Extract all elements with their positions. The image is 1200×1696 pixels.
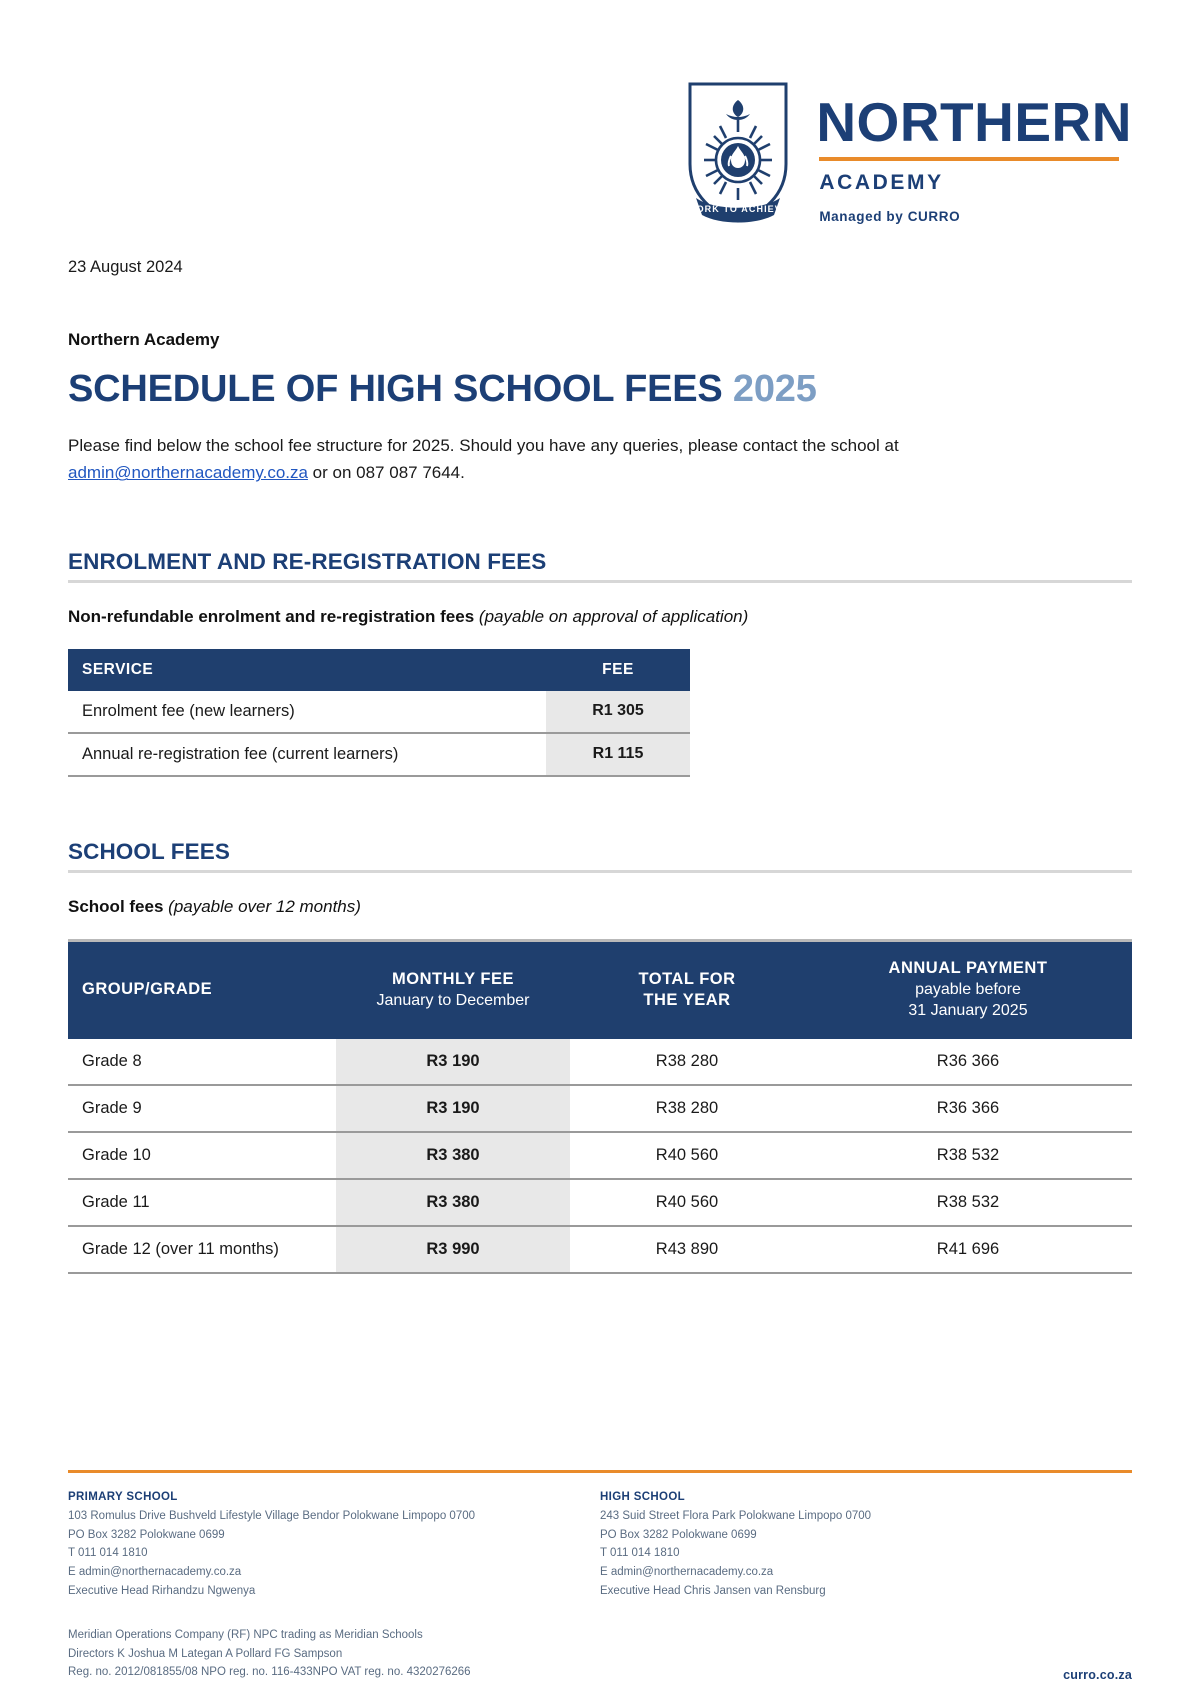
service-name: Enrolment fee (new learners) <box>68 691 546 733</box>
curro-website-link[interactable]: curro.co.za <box>1063 1668 1132 1682</box>
service-name: Annual re-registration fee (current learners) <box>68 733 546 776</box>
enrolment-section <box>68 549 1132 777</box>
table-row <box>68 1226 1132 1273</box>
brand-divider <box>819 157 1119 161</box>
enrolment-sub-italic: (payable on approval of application) <box>478 606 749 626</box>
document-content <box>68 330 1132 1274</box>
intro-text-after: or on 087 087 7644. <box>307 463 465 483</box>
annual-payment-value: R38 532 <box>804 1132 1132 1179</box>
table-header-row <box>68 649 690 691</box>
enrolment-sub-bold: Non-refundable enrolment and re-registration fees <box>68 606 475 626</box>
footer-high-phone: T 011 014 1810 <box>600 1547 680 1560</box>
monthly-fee-value: R3 380 <box>336 1179 570 1226</box>
footer-high-school <box>600 1491 1132 1600</box>
school-fees-sub-label <box>68 897 1132 917</box>
intro-paragraph <box>68 432 1068 487</box>
footer-bottom-row <box>68 1626 1132 1682</box>
brand-managed-by: Managed by CURRO <box>819 209 961 225</box>
footer-primary-head: Executive Head Rirhandzu Ngwenya <box>68 1584 256 1597</box>
school-crest-icon <box>682 78 794 226</box>
footer-primary-address: 103 Romulus Drive Bushveld Lifestyle Village Bendor Polokwane Limpopo 0700 <box>68 1510 476 1522</box>
total-year-value: R40 560 <box>570 1132 804 1179</box>
page-title-year: 2025 <box>732 368 817 410</box>
footer-legal-lines <box>68 1626 471 1682</box>
total-year-value: R43 890 <box>570 1226 804 1273</box>
footer-directors: Directors K Joshua M Lategan A Pollard FG Sampson <box>68 1647 343 1660</box>
grade-label: Grade 8 <box>68 1039 336 1085</box>
table-row <box>68 1179 1132 1226</box>
header-line: January to December <box>376 991 530 1009</box>
service-fee: R1 305 <box>546 691 690 733</box>
header-line: payable before <box>915 981 1021 999</box>
annual-payment-value: R41 696 <box>804 1226 1132 1273</box>
column-header-monthly-fee <box>336 940 570 1039</box>
school-fees-sub-italic: (payable over 12 months) <box>168 896 361 916</box>
footer-divider <box>68 1470 1132 1473</box>
column-header-annual-payment <box>804 940 1132 1039</box>
header-line: GROUP/GRADE <box>82 980 213 999</box>
table-row <box>68 1085 1132 1132</box>
header-line: TOTAL FOR <box>638 969 736 988</box>
footer-high-title: HIGH SCHOOL <box>600 1491 685 1503</box>
table-row <box>68 1039 1132 1085</box>
school-fees-table <box>68 939 1132 1274</box>
grade-label: Grade 12 (over 11 months) <box>68 1226 336 1273</box>
footer-company: Meridian Operations Company (RF) NPC trading as Meridian Schools <box>68 1629 423 1642</box>
table-row <box>68 1132 1132 1179</box>
grade-label: Grade 10 <box>68 1132 336 1179</box>
table-row <box>68 691 690 733</box>
grade-label: Grade 11 <box>68 1179 336 1226</box>
footer-primary-phone: T 011 014 1810 <box>68 1547 148 1560</box>
footer-primary-email: E admin@northernacademy.co.za <box>68 1565 242 1578</box>
footer-legal <box>68 1626 1132 1682</box>
monthly-fee-value: R3 190 <box>336 1085 570 1132</box>
footer-columns <box>68 1491 1132 1600</box>
letter-date: 23 August 2024 <box>68 258 183 276</box>
header-line: THE YEAR <box>643 990 731 1009</box>
school-fees-section-divider <box>68 870 1132 873</box>
total-year-value: R38 280 <box>570 1039 804 1085</box>
footer-primary-school <box>68 1491 600 1600</box>
school-fees-section-heading: SCHOOL FEES <box>68 838 230 864</box>
brand-block <box>816 78 1132 224</box>
grade-label: Grade 9 <box>68 1085 336 1132</box>
monthly-fee-value: R3 990 <box>336 1226 570 1273</box>
header-line: MONTHLY FEE <box>392 969 514 988</box>
total-year-value: R40 560 <box>570 1179 804 1226</box>
footer-primary-title: PRIMARY SCHOOL <box>68 1491 178 1503</box>
enrolment-fees-table <box>68 649 690 777</box>
table-header-row <box>68 940 1132 1039</box>
footer-high-email: E admin@northernacademy.co.za <box>600 1565 774 1578</box>
monthly-fee-value: R3 190 <box>336 1039 570 1085</box>
footer-high-pobox: PO Box 3282 Polokwane 0699 <box>600 1528 757 1541</box>
monthly-fee-value: R3 380 <box>336 1132 570 1179</box>
column-header-fee: FEE <box>546 649 690 691</box>
enrolment-sub-label <box>68 607 1132 627</box>
header-line: 31 January 2025 <box>908 1002 1028 1020</box>
annual-payment-value: R38 532 <box>804 1179 1132 1226</box>
intro-text-before: Please find below the school fee structure for 2025. Should you have any queries, please contact the school at <box>68 435 899 455</box>
school-fees-section <box>68 839 1132 1274</box>
column-header-group-grade <box>68 940 336 1039</box>
school-fees-sub-bold: School fees <box>68 896 164 916</box>
column-header-service: SERVICE <box>68 649 546 691</box>
crest-motto: WORK TO ACHIEVE <box>687 204 790 214</box>
brand-name: NORTHERN <box>816 91 1132 153</box>
footer-high-address: 243 Suid Street Flora Park Polokwane Limpopo 0700 <box>600 1510 872 1522</box>
footer-primary-pobox: PO Box 3282 Polokwane 0699 <box>68 1528 225 1541</box>
page-footer <box>68 1470 1132 1682</box>
footer-registration: Reg. no. 2012/081855/08 NPO reg. no. 116-433NPO VAT reg. no. 4320276266 <box>68 1666 471 1679</box>
footer-high-head: Executive Head Chris Jansen van Rensburg <box>600 1584 826 1597</box>
table-row <box>68 733 690 776</box>
total-year-value: R38 280 <box>570 1085 804 1132</box>
brand-subtitle: ACADEMY <box>819 171 944 195</box>
organisation-name: Northern Academy <box>68 330 220 349</box>
letterhead <box>682 78 1132 226</box>
annual-payment-value: R36 366 <box>804 1085 1132 1132</box>
page-title <box>68 370 1132 410</box>
annual-payment-value: R36 366 <box>804 1039 1132 1085</box>
page-title-main: SCHEDULE OF HIGH SCHOOL FEES <box>68 368 723 410</box>
header-line: ANNUAL PAYMENT <box>888 958 1048 977</box>
admin-email-link[interactable]: admin@northernacademy.co.za <box>68 463 308 483</box>
enrolment-section-divider <box>68 580 1132 583</box>
service-fee: R1 115 <box>546 733 690 776</box>
column-header-total-year <box>570 940 804 1039</box>
enrolment-section-heading: ENROLMENT AND RE-REGISTRATION FEES <box>68 548 547 574</box>
